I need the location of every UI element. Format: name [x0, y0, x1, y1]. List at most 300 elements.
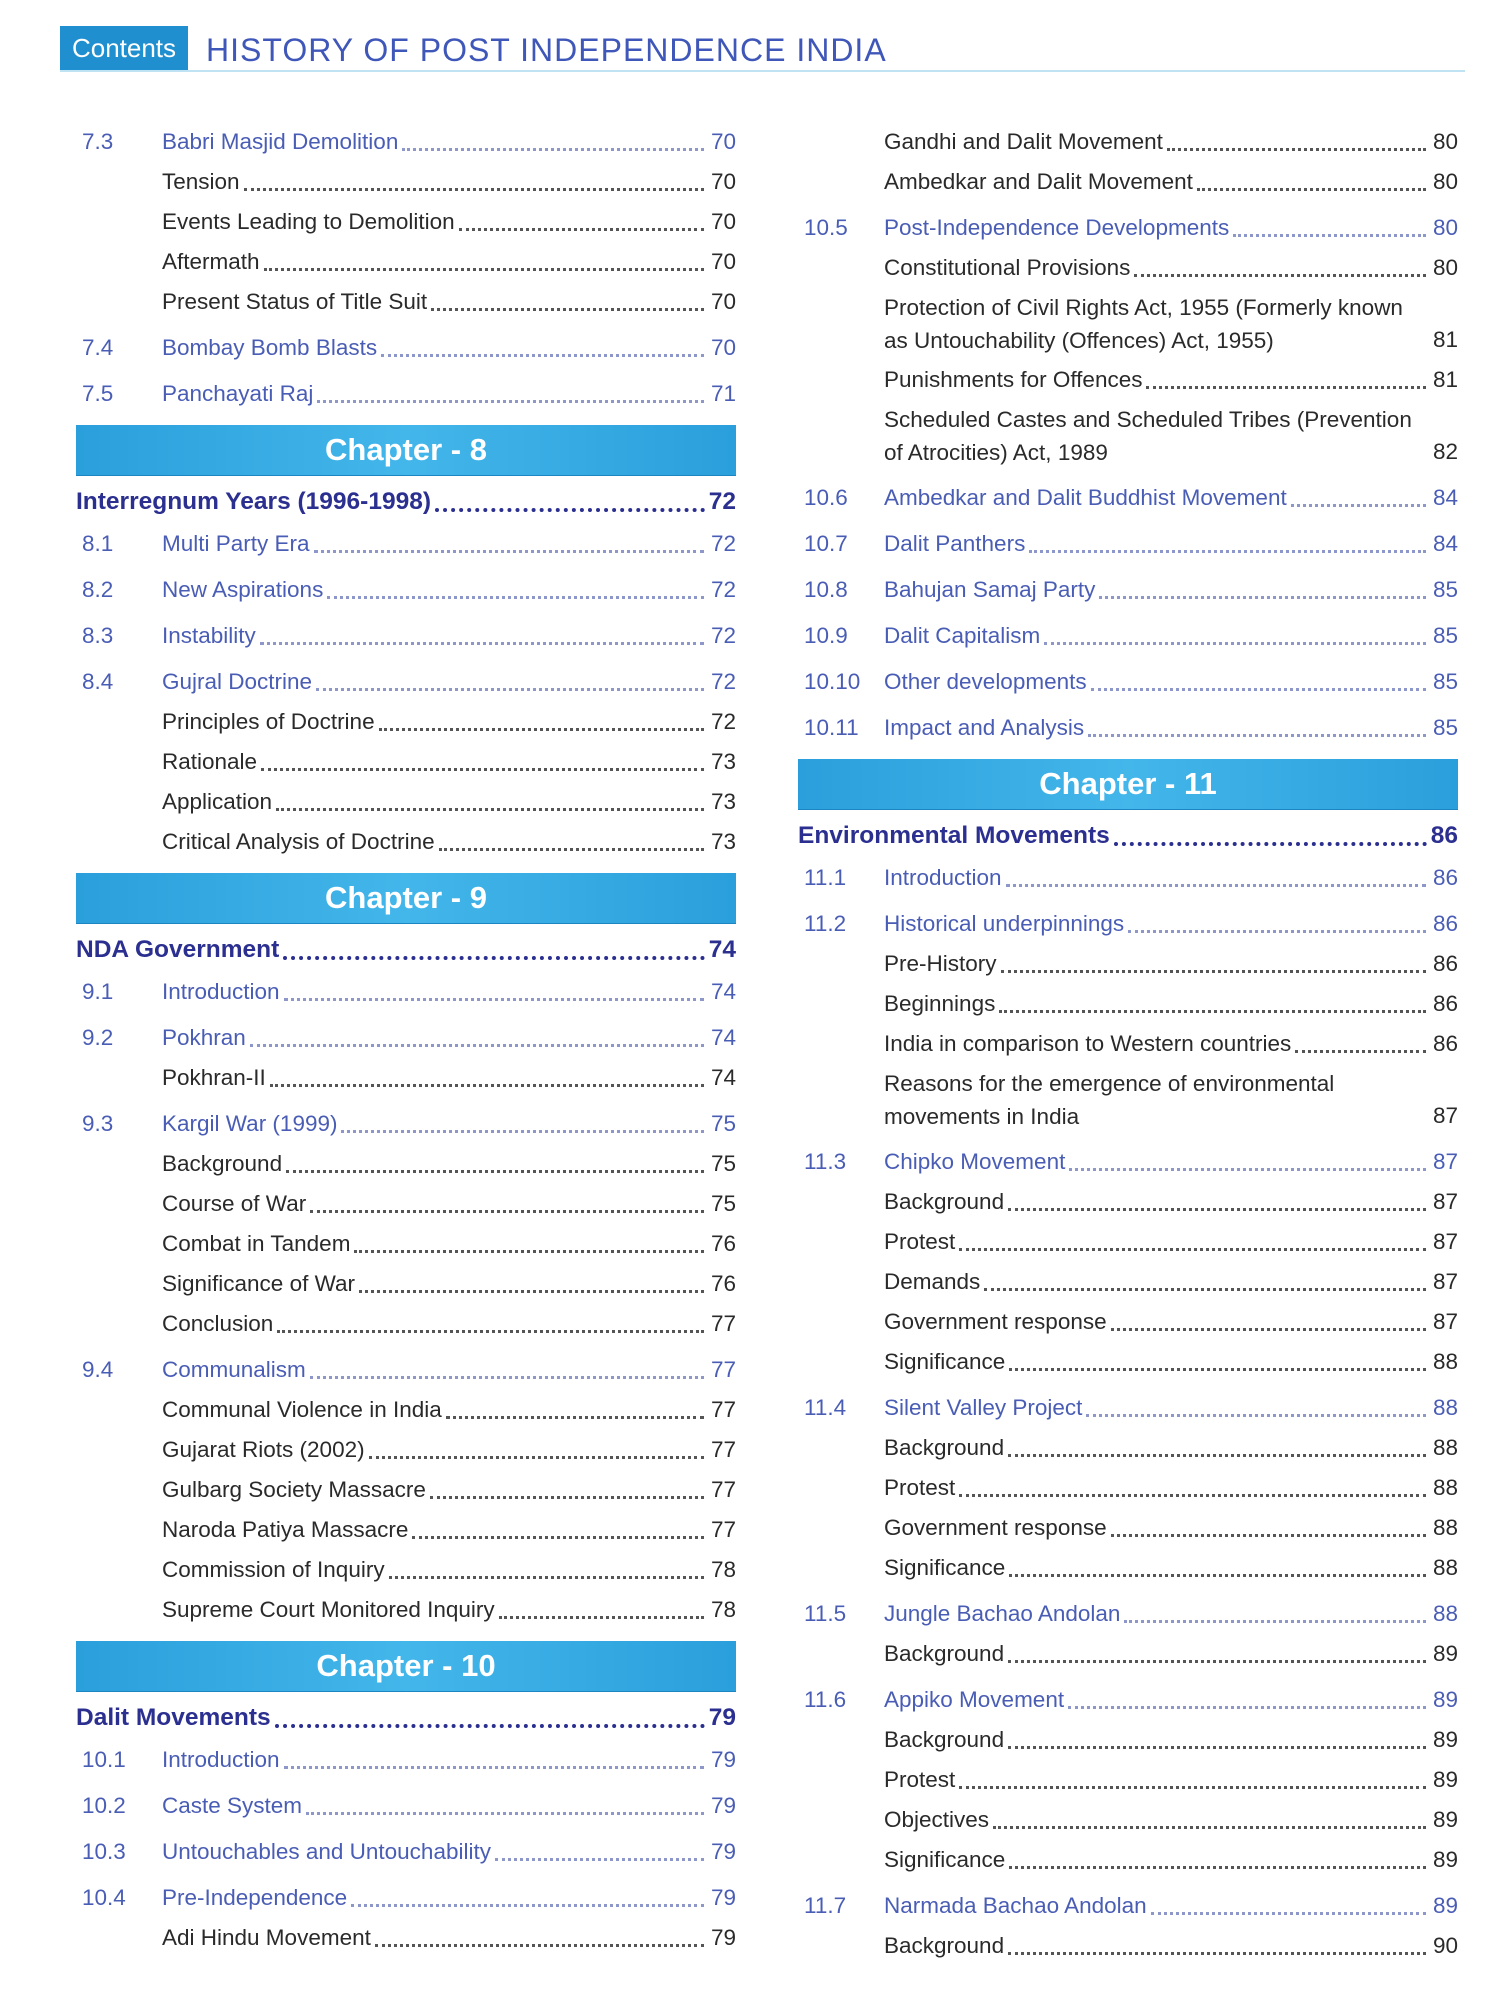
page-number: 79 — [710, 1747, 736, 1772]
toc-section-entry[interactable] — [798, 665, 1458, 699]
page-number: 81 — [1432, 327, 1458, 352]
entry-label: Course of War — [162, 1191, 307, 1216]
page-number: 81 — [1432, 367, 1458, 392]
toc-subentry[interactable] — [76, 1061, 736, 1095]
entry-text-line — [76, 1921, 736, 1955]
toc-subentry[interactable] — [76, 1553, 736, 1587]
entry-label: Government response — [884, 1309, 1107, 1334]
dot-leader — [1008, 1952, 1426, 1955]
dot-leader — [1029, 550, 1426, 553]
toc-section-entry[interactable] — [798, 527, 1458, 561]
dot-leader — [402, 148, 704, 151]
entry-text-line — [76, 745, 736, 779]
toc-subentry[interactable] — [76, 1147, 736, 1181]
dot-leader — [1009, 1574, 1426, 1577]
dot-leader — [959, 1494, 1426, 1497]
entry-label: Demands — [884, 1269, 981, 1294]
toc-subentry[interactable] — [798, 125, 1458, 159]
section-number: 10.3 — [82, 1839, 126, 1864]
page-number: 86 — [1432, 951, 1458, 976]
toc-section-entry[interactable] — [798, 1683, 1458, 1717]
toc-subentry[interactable] — [798, 1185, 1458, 1219]
entry-label: Events Leading to Demolition — [162, 209, 455, 234]
toc-subentry[interactable] — [798, 1723, 1458, 1757]
page-number: 70 — [710, 289, 736, 314]
entry-label: Background — [884, 1933, 1005, 1958]
dot-leader — [1114, 842, 1427, 846]
toc-list-chapter-7 — [76, 125, 736, 411]
toc-subentry[interactable] — [76, 165, 736, 199]
entry-label: Significance of War — [162, 1271, 355, 1296]
entry-label: Present Status of Title Suit — [162, 289, 428, 314]
page-number: 70 — [710, 209, 736, 234]
entry-text-line — [76, 975, 736, 1009]
page-number: 72 — [710, 623, 736, 648]
section-number: 11.4 — [804, 1395, 847, 1420]
page-number: 89 — [1432, 1641, 1458, 1666]
toc-subentry[interactable] — [798, 1027, 1458, 1061]
entry-label: Panchayati Raj — [162, 381, 314, 406]
entry-label: Dalit Capitalism — [884, 623, 1041, 648]
entry-text-line — [798, 481, 1458, 515]
entry-label: Critical Analysis of Doctrine — [162, 829, 435, 854]
toc-subentry[interactable] — [798, 1265, 1458, 1299]
page-number: 77 — [710, 1357, 736, 1382]
toc-subentry[interactable] — [798, 1637, 1458, 1671]
toc-section-entry[interactable] — [76, 975, 736, 1009]
entry-label: Gujral Doctrine — [162, 669, 313, 694]
book-title: HISTORY OF POST INDEPENDENCE INDIA — [206, 32, 887, 68]
entry-label: Instability — [162, 623, 256, 648]
section-number: 11.2 — [804, 911, 847, 936]
page-number: 77 — [710, 1517, 736, 1542]
page-number: 72 — [710, 669, 736, 694]
entry-text-line — [76, 1433, 736, 1467]
section-number: 8.1 — [82, 531, 114, 556]
entry-label: Kargil War (1999) — [162, 1111, 338, 1136]
entry-label: Conclusion — [162, 1311, 274, 1336]
entry-label: Rationale — [162, 749, 258, 774]
chapter-title-label: Environmental Movements — [798, 822, 1110, 849]
dot-leader — [1197, 188, 1426, 191]
entry-text-line — [798, 1551, 1458, 1585]
page-number: 88 — [1432, 1349, 1458, 1374]
page-number: 86 — [1432, 1031, 1458, 1056]
dot-leader — [379, 728, 704, 731]
dot-leader — [430, 1496, 704, 1499]
chapter-title-label: Interregnum Years (1996-1998) — [76, 488, 431, 515]
toc-section-entry[interactable] — [76, 527, 736, 561]
toc-subentry[interactable] — [798, 1929, 1458, 1963]
page-number: 75 — [710, 1191, 736, 1216]
page-number: 76 — [710, 1271, 736, 1296]
dot-leader — [244, 188, 704, 191]
entry-text-line — [76, 377, 736, 411]
section-number: 10.8 — [804, 577, 848, 602]
toc-section-entry[interactable] — [798, 619, 1458, 653]
page-number: 74 — [710, 1065, 736, 1090]
entry-text-line — [76, 1593, 736, 1627]
page-number: 86 — [1432, 991, 1458, 1016]
chapter-10-banner: Chapter - 10 — [76, 1641, 736, 1691]
entry-text-line — [76, 1061, 736, 1095]
toc-subentry[interactable] — [76, 205, 736, 239]
toc-subentry[interactable] — [76, 1187, 736, 1221]
dot-leader — [446, 1416, 704, 1419]
dot-leader — [375, 1944, 704, 1947]
toc-subentry[interactable] — [798, 1431, 1458, 1465]
entry-label: Pokhran — [162, 1025, 246, 1050]
toc-subentry[interactable] — [76, 1227, 736, 1261]
toc-list-chapter-9 — [76, 975, 736, 1627]
toc-subentry[interactable] — [798, 1763, 1458, 1797]
entry-label: Communal Violence in India — [162, 1397, 442, 1422]
dot-leader — [1128, 930, 1426, 933]
entry-text-line — [76, 1307, 736, 1341]
toc-subentry[interactable] — [76, 1433, 736, 1467]
page-number: 70 — [710, 129, 736, 154]
toc-section-entry[interactable] — [76, 377, 736, 411]
entry-text-line — [76, 285, 736, 319]
entry-text-line — [76, 1267, 736, 1301]
entry-label: Combat in Tandem — [162, 1231, 351, 1256]
toc-section-entry[interactable] — [76, 1353, 736, 1387]
chapter-8-title[interactable] — [76, 483, 736, 521]
dot-leader — [306, 1812, 704, 1815]
dot-leader — [1167, 148, 1426, 151]
section-number: 8.2 — [82, 577, 114, 602]
entry-label: Appiko Movement — [884, 1687, 1065, 1712]
entry-text-line — [76, 1835, 736, 1869]
chapter-9-title[interactable] — [76, 931, 736, 969]
dot-leader — [1009, 1866, 1426, 1869]
toc-subentry[interactable] — [798, 1803, 1458, 1837]
page-number: 75 — [710, 1111, 736, 1136]
toc-subentry[interactable] — [76, 745, 736, 779]
chapter-10-title[interactable] — [76, 1699, 736, 1737]
dot-leader — [261, 768, 704, 771]
page-number: 72 — [710, 577, 736, 602]
entry-label: Introduction — [162, 979, 280, 1004]
entry-text-line — [798, 125, 1458, 159]
entry-label: Gulbarg Society Massacre — [162, 1477, 426, 1502]
entry-text-line — [76, 1881, 736, 1915]
section-number: 9.1 — [82, 979, 114, 1004]
entry-text-line — [798, 1265, 1458, 1299]
toc-section-entry[interactable] — [798, 861, 1458, 895]
entry-text-line — [798, 711, 1458, 745]
entry-text-line — [798, 1843, 1458, 1877]
toc-subentry[interactable] — [798, 1471, 1458, 1505]
toc-section-entry[interactable] — [798, 573, 1458, 607]
dot-leader — [1295, 1050, 1426, 1053]
page-number: 89 — [1432, 1687, 1458, 1712]
page-number: 76 — [710, 1231, 736, 1256]
entry-text-line — [798, 1391, 1458, 1425]
entry-label: Narmada Bachao Andolan — [884, 1893, 1147, 1918]
toc-section-entry[interactable] — [76, 331, 736, 365]
toc-subentry[interactable] — [76, 1267, 736, 1301]
section-number: 7.4 — [82, 335, 114, 360]
page-number: 90 — [1432, 1933, 1458, 1958]
toc-subentry[interactable] — [798, 165, 1458, 199]
dot-leader — [959, 1248, 1426, 1251]
section-number: 10.7 — [804, 531, 848, 556]
dot-leader — [389, 1576, 704, 1579]
toc-section-entry[interactable] — [798, 1889, 1458, 1923]
dot-leader — [381, 354, 704, 357]
toc-subentry[interactable] — [798, 291, 1458, 357]
section-number: 9.3 — [82, 1111, 114, 1136]
page-number: 89 — [1432, 1847, 1458, 1872]
dot-leader — [459, 228, 704, 231]
dot-leader — [310, 1376, 704, 1379]
entry-text-line — [798, 403, 1458, 469]
toc-subentry[interactable] — [798, 1843, 1458, 1877]
toc-subentry[interactable] — [798, 1551, 1458, 1585]
dot-leader — [1006, 884, 1426, 887]
dot-leader — [250, 1044, 704, 1047]
toc-list-chapter-10 — [76, 1743, 736, 1955]
entry-text-line — [798, 1145, 1458, 1179]
dot-leader — [1069, 1168, 1426, 1171]
toc-subentry[interactable] — [798, 363, 1458, 397]
page-number: 87 — [1432, 1103, 1458, 1128]
entry-label: Protest — [884, 1229, 956, 1254]
entry-label: India in comparison to Western countries — [884, 1031, 1292, 1056]
entry-text-line — [798, 251, 1458, 285]
entry-text-line — [798, 1763, 1458, 1797]
toc-section-entry[interactable] — [76, 1789, 736, 1823]
page-number: 89 — [1432, 1727, 1458, 1752]
entry-label: Gujarat Riots (2002) — [162, 1437, 365, 1462]
entry-label: Significance — [884, 1847, 1006, 1872]
chapter-11-title[interactable] — [798, 817, 1458, 855]
entry-label: Background — [884, 1435, 1005, 1460]
dot-leader — [317, 400, 704, 403]
entry-text-line — [76, 125, 736, 159]
section-number: 11.1 — [804, 865, 847, 890]
toc-subentry[interactable] — [76, 825, 736, 859]
entry-text-line — [798, 907, 1458, 941]
page-number: 70 — [710, 169, 736, 194]
page-number: 85 — [1432, 623, 1458, 648]
chapter-page-number: 79 — [708, 1704, 736, 1731]
entry-text-line — [798, 1471, 1458, 1505]
toc-subentry[interactable] — [798, 1067, 1458, 1133]
entry-text-line — [798, 1511, 1458, 1545]
page-number: 84 — [1432, 485, 1458, 510]
dot-leader — [286, 1170, 704, 1173]
page-number: 70 — [710, 335, 736, 360]
dot-leader — [1008, 1660, 1426, 1663]
dot-leader — [1099, 596, 1426, 599]
toc-section-entry[interactable] — [76, 1835, 736, 1869]
dot-leader — [412, 1536, 704, 1539]
dot-leader — [260, 642, 704, 645]
entry-label: Introduction — [884, 865, 1002, 890]
page-number: 89 — [1432, 1893, 1458, 1918]
page-number: 74 — [710, 1025, 736, 1050]
entry-label: Beginnings — [884, 991, 996, 1016]
dot-leader — [1008, 1454, 1426, 1457]
page-number: 80 — [1432, 255, 1458, 280]
dot-leader — [993, 1826, 1426, 1829]
section-number: 9.4 — [82, 1357, 114, 1382]
toc-section-entry[interactable] — [798, 1145, 1458, 1179]
dot-leader — [1091, 688, 1426, 691]
entry-text-line — [76, 331, 736, 365]
entry-label: Reasons for the emergence of environmental movements in India — [884, 1071, 1335, 1129]
toc-subentry[interactable] — [798, 1225, 1458, 1259]
dot-leader — [1088, 734, 1426, 737]
dot-leader — [1111, 1328, 1426, 1331]
entry-label: Protest — [884, 1767, 956, 1792]
entry-text-line — [798, 1027, 1458, 1061]
entry-label: Government response — [884, 1515, 1107, 1540]
section-number: 7.5 — [82, 381, 114, 406]
entry-label: Bombay Bomb Blasts — [162, 335, 378, 360]
page-number: 80 — [1432, 169, 1458, 194]
entry-label: Pre-History — [884, 951, 997, 976]
entry-text-line — [76, 1513, 736, 1547]
toc-subentry[interactable] — [76, 705, 736, 739]
section-number: 11.3 — [804, 1149, 847, 1174]
entry-label: Introduction — [162, 1747, 280, 1772]
entry-label: Pre-Independence — [162, 1885, 348, 1910]
entry-text-line — [76, 1393, 736, 1427]
toc-subentry[interactable] — [76, 1513, 736, 1547]
toc-section-entry[interactable] — [76, 573, 736, 607]
toc-subentry[interactable] — [798, 947, 1458, 981]
entry-label: Babri Masjid Demolition — [162, 129, 399, 154]
toc-section-entry[interactable] — [798, 907, 1458, 941]
dot-leader — [1086, 1414, 1426, 1417]
entry-text-line — [76, 205, 736, 239]
page-number: 87 — [1432, 1189, 1458, 1214]
dot-leader — [1233, 234, 1426, 237]
entry-label: Supreme Court Monitored Inquiry — [162, 1597, 495, 1622]
toc-subentry[interactable] — [798, 1305, 1458, 1339]
entry-text-line — [76, 1227, 736, 1261]
toc-section-entry[interactable] — [798, 481, 1458, 515]
toc-section-entry[interactable] — [76, 1021, 736, 1055]
toc-subentry[interactable] — [76, 1593, 736, 1627]
entry-label: Post-Independence Developments — [884, 215, 1230, 240]
toc-section-entry[interactable] — [798, 711, 1458, 745]
entry-text-line — [76, 785, 736, 819]
dot-leader — [1124, 1620, 1426, 1623]
toc-section-entry[interactable] — [76, 1107, 736, 1141]
toc-section-entry[interactable] — [798, 211, 1458, 245]
entry-text-line — [798, 1637, 1458, 1671]
toc-section-entry[interactable] — [76, 1743, 736, 1777]
toc-list-chapter-11 — [798, 861, 1458, 1963]
dot-leader — [431, 308, 704, 311]
dot-leader — [1001, 970, 1426, 973]
entry-label: Communalism — [162, 1357, 306, 1382]
entry-text-line — [76, 1789, 736, 1823]
entry-text-line — [798, 1683, 1458, 1717]
toc-subentry[interactable] — [798, 987, 1458, 1021]
page-number: 78 — [710, 1597, 736, 1622]
toc-section-entry[interactable] — [798, 1391, 1458, 1425]
entry-label: Pokhran-II — [162, 1065, 266, 1090]
dot-leader — [359, 1290, 704, 1293]
toc-subentry[interactable] — [76, 1307, 736, 1341]
entry-label: Ambedkar and Dalit Movement — [884, 169, 1193, 194]
toc-section-entry[interactable] — [76, 619, 736, 653]
dot-leader — [999, 1010, 1426, 1013]
entry-text-line — [76, 1353, 736, 1387]
entry-text-line — [798, 165, 1458, 199]
entry-label: Historical underpinnings — [884, 911, 1125, 936]
section-number: 10.10 — [804, 669, 861, 694]
chapter-page-number: 72 — [708, 488, 736, 515]
toc-section-entry[interactable] — [76, 125, 736, 159]
toc-list-chapter-10-continued — [798, 125, 1458, 745]
dot-leader — [277, 1330, 704, 1333]
dot-leader — [327, 596, 704, 599]
toc-section-entry[interactable] — [76, 665, 736, 699]
entry-text-line — [76, 1553, 736, 1587]
page-number: 73 — [710, 829, 736, 854]
entry-label: Constitutional Provisions — [884, 255, 1131, 280]
dot-leader — [284, 998, 704, 1001]
entry-label: Impact and Analysis — [884, 715, 1085, 740]
page-number: 87 — [1432, 1269, 1458, 1294]
toc-subentry[interactable] — [76, 785, 736, 819]
entry-label: Naroda Patiya Massacre — [162, 1517, 409, 1542]
page-number: 73 — [710, 789, 736, 814]
toc-list-chapter-8 — [76, 527, 736, 859]
toc-section-entry[interactable] — [798, 1597, 1458, 1631]
page-number: 77 — [710, 1437, 736, 1462]
page-number: 79 — [710, 1839, 736, 1864]
dot-leader — [341, 1130, 704, 1133]
toc-section-entry[interactable] — [76, 1881, 736, 1915]
page-number: 73 — [710, 749, 736, 774]
dot-leader — [1008, 1746, 1426, 1749]
toc-subentry[interactable] — [76, 285, 736, 319]
page-number: 74 — [710, 979, 736, 1004]
entry-text-line — [798, 1305, 1458, 1339]
entry-label: Gandhi and Dalit Movement — [884, 129, 1163, 154]
toc-subentry[interactable] — [798, 1511, 1458, 1545]
chapter-title-label: Dalit Movements — [76, 1704, 271, 1731]
toc-subentry[interactable] — [798, 1345, 1458, 1379]
toc-subentry[interactable] — [76, 1393, 736, 1427]
toc-subentry[interactable] — [76, 245, 736, 279]
chapter-page-number: 86 — [1430, 822, 1458, 849]
page-number: 71 — [710, 381, 736, 406]
section-number: 11.7 — [804, 1893, 847, 1918]
entry-label: Untouchables and Untouchability — [162, 1839, 491, 1864]
toc-subentry[interactable] — [76, 1921, 736, 1955]
toc-subentry[interactable] — [76, 1473, 736, 1507]
entry-label: Tension — [162, 169, 240, 194]
section-number: 9.2 — [82, 1025, 114, 1050]
entry-label: Significance — [884, 1555, 1006, 1580]
toc-subentry[interactable] — [798, 403, 1458, 469]
toc-subentry[interactable] — [798, 251, 1458, 285]
dot-leader — [314, 550, 704, 553]
entry-text-line — [76, 1743, 736, 1777]
chapter-page-number: 74 — [708, 936, 736, 963]
entry-label: Protest — [884, 1475, 956, 1500]
section-number: 11.5 — [804, 1601, 847, 1626]
dot-leader — [439, 848, 704, 851]
